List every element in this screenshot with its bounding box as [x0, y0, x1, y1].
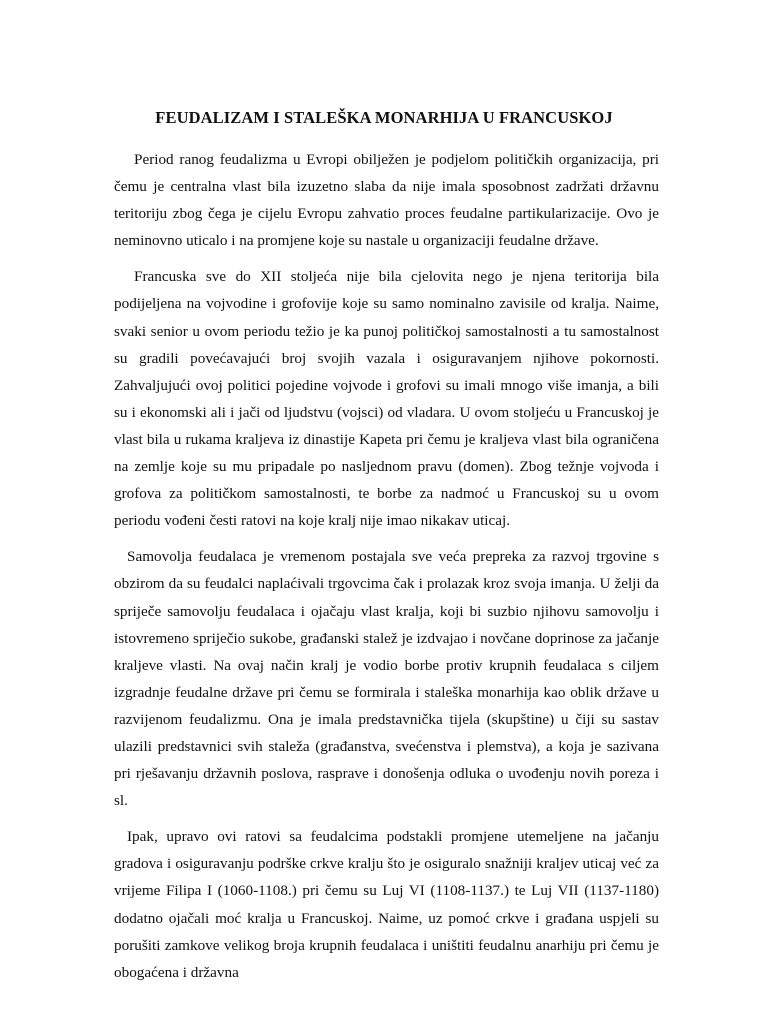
paragraph-2: Francuska sve do XII stoljeća nije bila cjelovita nego je njena teritorija bila podijeljena na vojvodine i grofovije koje su samo nominalno zavisile od kralja. Naime, svaki senior u ovom periodu težio je ka punoj političkoj samostalnosti a tu samostalnost su gradili povećavajući broj svojih vazala i osiguravanjem njihove pokornosti. Zahvaljujući ovoj politici pojedine vojvode i grofovi su imali mnogo više imanja, a bili su i ekonomski ali i jači od ljudstvu (vojsci) od vladara. U ovom stoljeću u Francuskoj je vlast bila u rukama kraljeva iz dinastije Kapeta pri čemu je kraljeva vlast bila ograničena na zemlje koje su mu pripadale po nasljednom pravu (domen). Zbog težnje vojvoda i grofova za političkom samostalnosti, te borbe za nadmoć u Francuskoj su u ovom periodu vođeni česti ratovi na koje kralj nije imao nikakav uticaj.	[114, 268, 659, 530]
paragraph-1: Period ranog feudalizma u Evropi obilježen je podjelom političkih organizacija, pri čemu je centralna vlast bila izuzetno slaba da nije imala sposobnost zadržati državnu teritoriju zbog čega je cijelu Evropu zahvatio proces feudalne partikularizacije. Ovo je neminovno uticalo i na promjene koje su nastale u organizaciji feudalne države.	[114, 151, 659, 250]
paragraph-4: Ipak, upravo ovi ratovi sa feudalcima podstakli promjene utemeljene na jačanju gradova i osiguravanju podrške crkve kralju što je osiguralo snažniji kraljev uticaj već za vrijeme Filipa I (1060-1108.) pri čemu su Luj VI (1108-1137.) te Luj VII (1137-1180) dodatno ojačali moć kralja u Francuskoj. Naime, uz pomoć crkve i građana uspjeli su porušiti zamkove velikog broja krupnih feudalaca i uništiti feudalnu anarhiju pri čemu je obogaćena i državna	[114, 828, 659, 981]
document-body	[114, 146, 659, 995]
paragraph-3: Samovolja feudalaca je vremenom postajala sve veća prepreka za razvoj trgovine s obzirom da su feudalci naplaćivali trgovcima čak i prolazak kroz svoja imanja. U želji da spriječe samovolju feudalaca i ojačaju vlast kralja, koji bi suzbio njihovu samovolju i istovremeno spriječio sukobe, građanski stalež je izdvajao i novčane doprinose za jačanje kraljeve vlasti. Na ovaj način kralj je vodio borbe protiv krupnih feudalaca s ciljem izgradnje feudalne države pri čemu se formirala i staleška monarhija kao oblik države u razvijenom feudalizmu. Ona je imala predstavnička tijela (skupštine) u čiji su sastav ulazili predstavnici svih staleža (građanstva, svećenstva i plemstva), a koja je sazivana pri rješavanju državnih poslova, rasprave i donošenja odluka o uvođenju novih poreza i sl.	[114, 548, 659, 810]
document-title: FEUDALIZAM I STALEŠKA MONARHIJA U FRANCUSKOJ	[155, 108, 613, 127]
